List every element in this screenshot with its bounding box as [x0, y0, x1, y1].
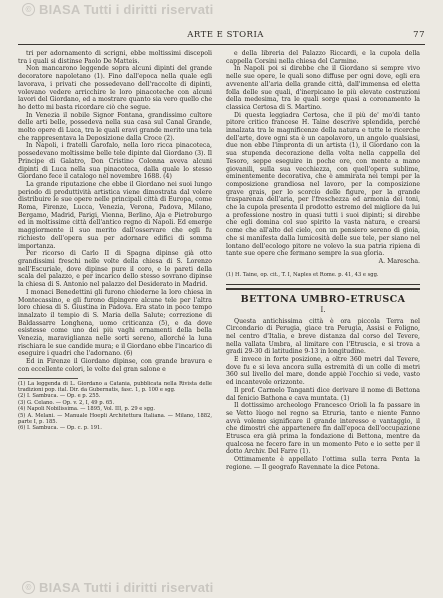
- footnote: (5) A. Melani. — Manuale Hoepli Architettura Italiana. — Milano, 1882, parte I, p. 185.: [18, 412, 212, 425]
- paragraph: La grande riputazione che ebbe il Giordano nei suoi lungo periodo di produttività artistica viene dimostrata dal volere distribuire le sue opere nelle principali città di Europa, come Roma, Firenze, Lucca, Venezia, Verona, Padova, Milano, Bergamo, Madrid, Parigi, Vienna, Berlino, Aja e Pietroburgo ed in moltissime città dell'antico regno di Napoli. Ed emerge maggiormente il suo merito dall'osservare che egli fu richiesto dell'opera sua per adornare edifici di somma importanza.: [18, 180, 212, 250]
- paragraph: Di questa leggiadra Certosa, che il più de' mo'di tanto pitore critico francese H. Taine descrive splendida, perché innalzata tra le magnificenze della natura e tutte le ricerche dell'arte, dove ogni sta è un capolavoro, un angolo qualsiasi, due non ebbe l'impronta di un artista (1), il Giordano con la sua stupenda decorazione della volta nella cappella del Tesoro, seppe eseguire in poche ore, con mente a mano giovanili, sulla sua vecchiezza, con quell'opera sublime, eminentemente decorativa, che è ammirata nei tempi per la composizione grandiosa nel lavoro, per la composizione grave grais, per lo scorcio delle figure, per la grande trasparenza dell'aria, per l'freschezza ed armonia dei toni, che la cupola presenta il prodotto estremo del migliore da lui a professione nostro in quasi tutti i suoi dipinti; si direbbe che egli domina col suo spirito la vasta natura, e crearsi come che all'alto del cielo, con un pensiero sereno di gioia, che si manifesta dalla lumicosità delle sue tele, per siano nel lontano dell'ecologo pitore ne volevo la sua patria ripiena di tante sue opere che fermano sempre la sua gloria.: [226, 111, 420, 258]
- running-head: [18, 30, 425, 40]
- paragraph: Ed in Firenze il Giordano dipinse, con grande bravura e con eccellente colori, le volte del gran salone e: [18, 358, 212, 373]
- watermark-text: BIASA Tutti i diritti riservati: [39, 2, 214, 17]
- footnote: (2) I. Sambuca. — Op. e p. 255.: [18, 393, 101, 400]
- watermark-text: BIASA Tutti i diritti riservati: [39, 580, 214, 595]
- footnote: (3) G. Celano. — Op. v. 2, I, 49 p. 65.: [18, 399, 115, 406]
- section-number: I.: [320, 305, 326, 314]
- paragraph: Ottimamente è appellato l'ottima sulla terra Penta la regione. — Il geografo Ravennate la dice Petona.: [226, 456, 420, 471]
- paragraph: Il dottissimo archeologo Francesco Orioli la fa passare in se Vetto lùogo nel regno sa Etruria, tanto e niente Fanno avvà volemo significare il grande interesso e vantaggio, il che dimostri che appartenere fin dall'epoca dell'occupazione Etrusca era già prima la fondazione di Bettona, mentre da qualcosa ne fecero fare in un momento Peto e io sette per il dotto Archiv. Del Farre (1).: [226, 402, 420, 456]
- paragraph: I monaci Benedettini gli furono chiederne la loro chiesa in Montecassino, e gli furono dipingere alcune tele per l'altra loro chiesa di S. Giustina in Padova. Era stato in poco tempo innalzato il tempio di S. Maria della Salute; correzione di Baldassarre Longhena, uomo criticanza (5), e da dove esistesse come uno dei più vaghi ornamenti della bella Venezia, maraviglianza nelle sorti sereno, allorché la luna rischiara le sue candide mura; e il Giordano ebbe l'incarico di eseguire i quadri che l'adornano. (6): [18, 288, 212, 358]
- footnote: (4) Napoli Nobilissima. — 1895, Vol. III, p. 29 e sgg.: [18, 406, 155, 413]
- page-title: ARTE E STORIA: [187, 30, 264, 40]
- paragraph: Questa antichissima città è ora piccola Terra nel Circondario di Perugia, giace tra Perugia, Assisi e Foligno, nel centro d'Italia, e breve distanza dal corso del Tevere, nella vallata Umbra, al limitare con l'Etruscia, e si trova a gradi 29-30 di latitudine 9-13 in longitudine.: [226, 317, 420, 356]
- footnote: (1) La leggenda di L. Giordano a Catania, pubblicata nella Rivista delle tradizioni pop. ital. Dir. da Gubernatis, fasc. 1, p. 100 e sgg.: [18, 380, 212, 393]
- left-column: [18, 50, 212, 432]
- paragraph: In Napoli poi si direbbe che il Giordano si sempre vivo nelle sue opere, le quali sono diffuse per ogni dove, egli era avvenente all'aria della grande città, dall'immensa ed eletta folla delle sue quali, d'inerpicano le più elevate costruzioni della medesima, tra le quali sorge quasi a coronamento la classica Certosa di S. Martino.: [226, 65, 420, 111]
- page-number: 77: [413, 30, 425, 40]
- section-rule: [226, 284, 420, 285]
- header-rule: [18, 44, 425, 45]
- paragraph: In Venezia il nobile Signor Fontana, grandissimo cultore delle arti belle, possedeva nella sua casa sul Canal Grande, molto opere di Luca, tra le quali eravi grande merito una tela che rappresentava la Deposizione dalla Croce (2).: [18, 111, 212, 142]
- paragraph: Il prof. Carmelo Tanganti dice derivare il nome di Bettona dal fenicio Bathona e cava muntata. (1): [226, 386, 420, 402]
- biasa-logo-icon: ©: [22, 581, 35, 594]
- left-column-paragraphs: [18, 50, 212, 374]
- watermark-top: [22, 2, 214, 17]
- paragraph: tri per adornamento di scrigni, ebbe moltissimi discepoli tra i quali si distinse Paolo De Matteis.: [18, 50, 212, 65]
- paragraph: In Napoli, i fratelli Garofalo, nella loro ricca pinacoteca, possedevano moltissime belle tele dipinte dal Giordano (3). Il Principe di Galatro, Don Cristino Colonna aveva alcuni dipinti di Luca nella sua pinacoteca, dalla quale lo stesso Giordano fece il catalogo nel novembre 1688. (4): [18, 142, 212, 181]
- author-signature: A. Marescha.: [378, 257, 420, 265]
- section-rule-double: [226, 288, 420, 290]
- paragraph: e della libreria del Palazzo Riccardi, e la cupola della cappella Corsini nella chiesa del Carmine.: [226, 50, 420, 65]
- paragraph: Per ricorso di Carlo II di Spagna dipinse già otto grandissimi freschi nelle volte della chiesa di S. Lorenzo nell'Escuriale, dove dipinse pure il coro, e le pareti della scala del palazzo, e per incarico dello stesso sovrano dipinse la chiesa di S. Antonio nel palazzo del Desiderato in Madrid.: [18, 250, 212, 289]
- right-footnote: (1) H. Taine, op. cit., T. I, Naples et Rome. p. 41, 43 e sgg.: [226, 271, 379, 278]
- watermark-bottom: [22, 580, 214, 595]
- paragraph: Non mancarono leggende sopra alcuni dipinti del grande decoratore napoletano (1). Fino dall'epoca nella quale egli lavorava, i privati che possedevano dell'raccolte di dipinti, volevano vedere arricchire le loro pinacoteche con alcuni lavori del Giordano, ed a mostrare quanto sia vero quello che ho detto mi basta ricordare ciò che segue.: [18, 65, 212, 111]
- right-column: [226, 50, 420, 472]
- footnote: (6) I. Sambuca. — Op. c. p. 191.: [18, 425, 102, 432]
- left-footnotes: [18, 381, 212, 432]
- right-column-paragraphs: [226, 50, 420, 266]
- section-title: BETTONA UMBRO-ETRUSCA: [240, 294, 406, 306]
- paragraph: E invece in forte posizione, a oltre 360 metri dal Tevere, dove fu e si leva ancora sulla estremità di un colle di metri 360 sul livello del mare, donde appiè l'occhio si vede, vasto ed incantevole orizzonte.: [226, 356, 420, 387]
- section-paragraphs: [226, 318, 420, 472]
- biasa-logo-icon: ©: [22, 3, 35, 16]
- footnote-rule: [18, 378, 78, 379]
